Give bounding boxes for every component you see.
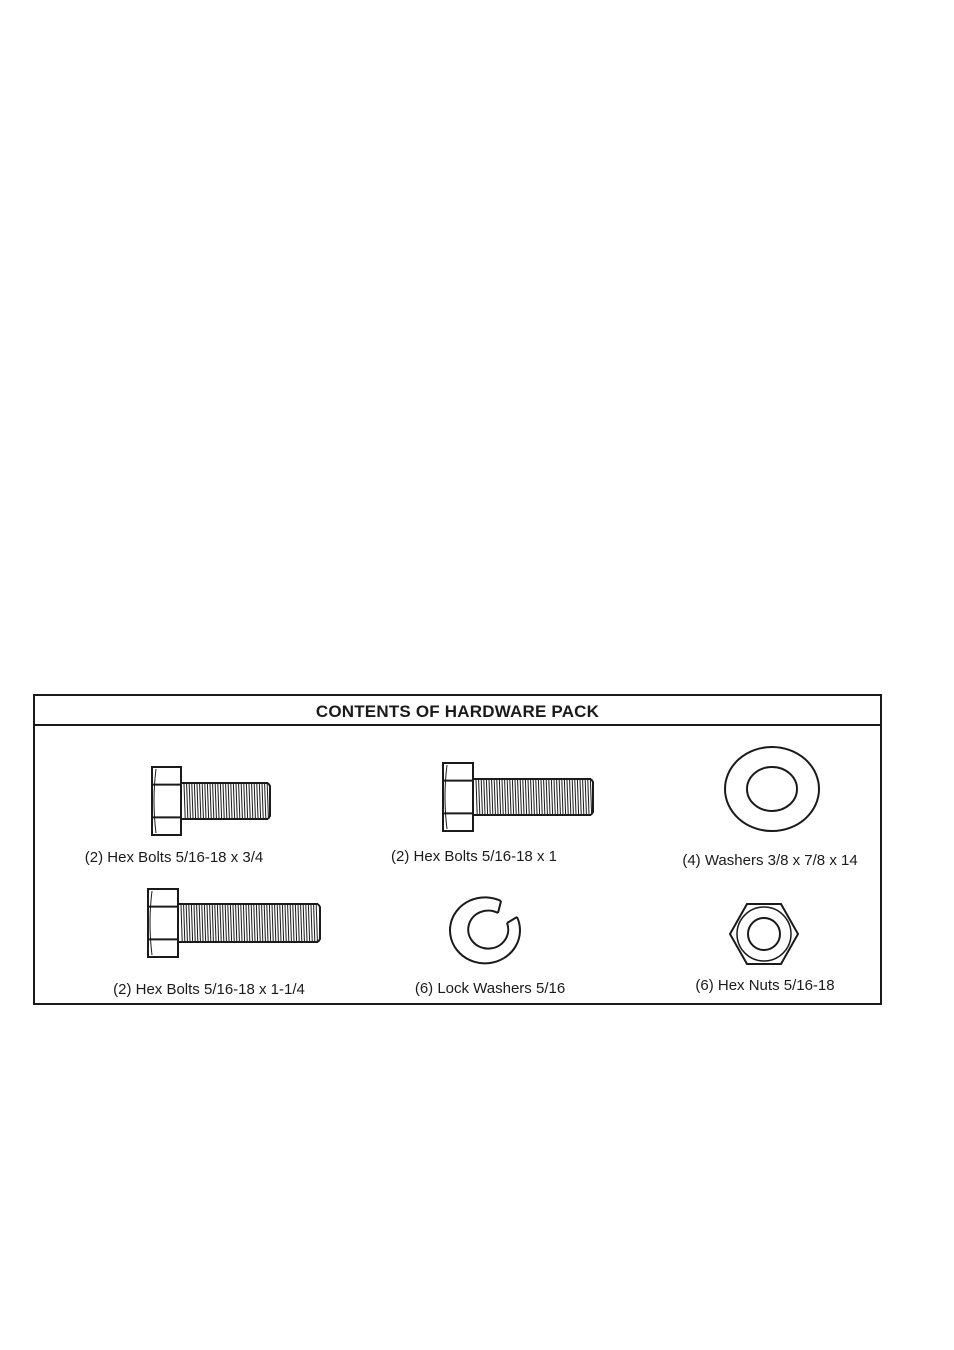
- item-label: (4) Washers 3/8 x 7/8 x 14: [682, 852, 858, 869]
- item-label: (2) Hex Bolts 5/16-18 x 3/4: [84, 849, 264, 866]
- lock-washer-icon: [450, 895, 530, 967]
- hex-nut-icon: [726, 901, 802, 967]
- item-label: (6) Hex Nuts 5/16-18: [695, 977, 835, 994]
- flat-washer-icon: [722, 744, 822, 834]
- item-label: (6) Lock Washers 5/16: [414, 980, 566, 997]
- item-label: (2) Hex Bolts 5/16-18 x 1: [391, 848, 557, 865]
- panel-title: CONTENTS OF HARDWARE PACK: [315, 701, 600, 721]
- item-label: (2) Hex Bolts 5/16-18 x 1-1/4: [113, 981, 305, 998]
- panel-header: [35, 696, 880, 726]
